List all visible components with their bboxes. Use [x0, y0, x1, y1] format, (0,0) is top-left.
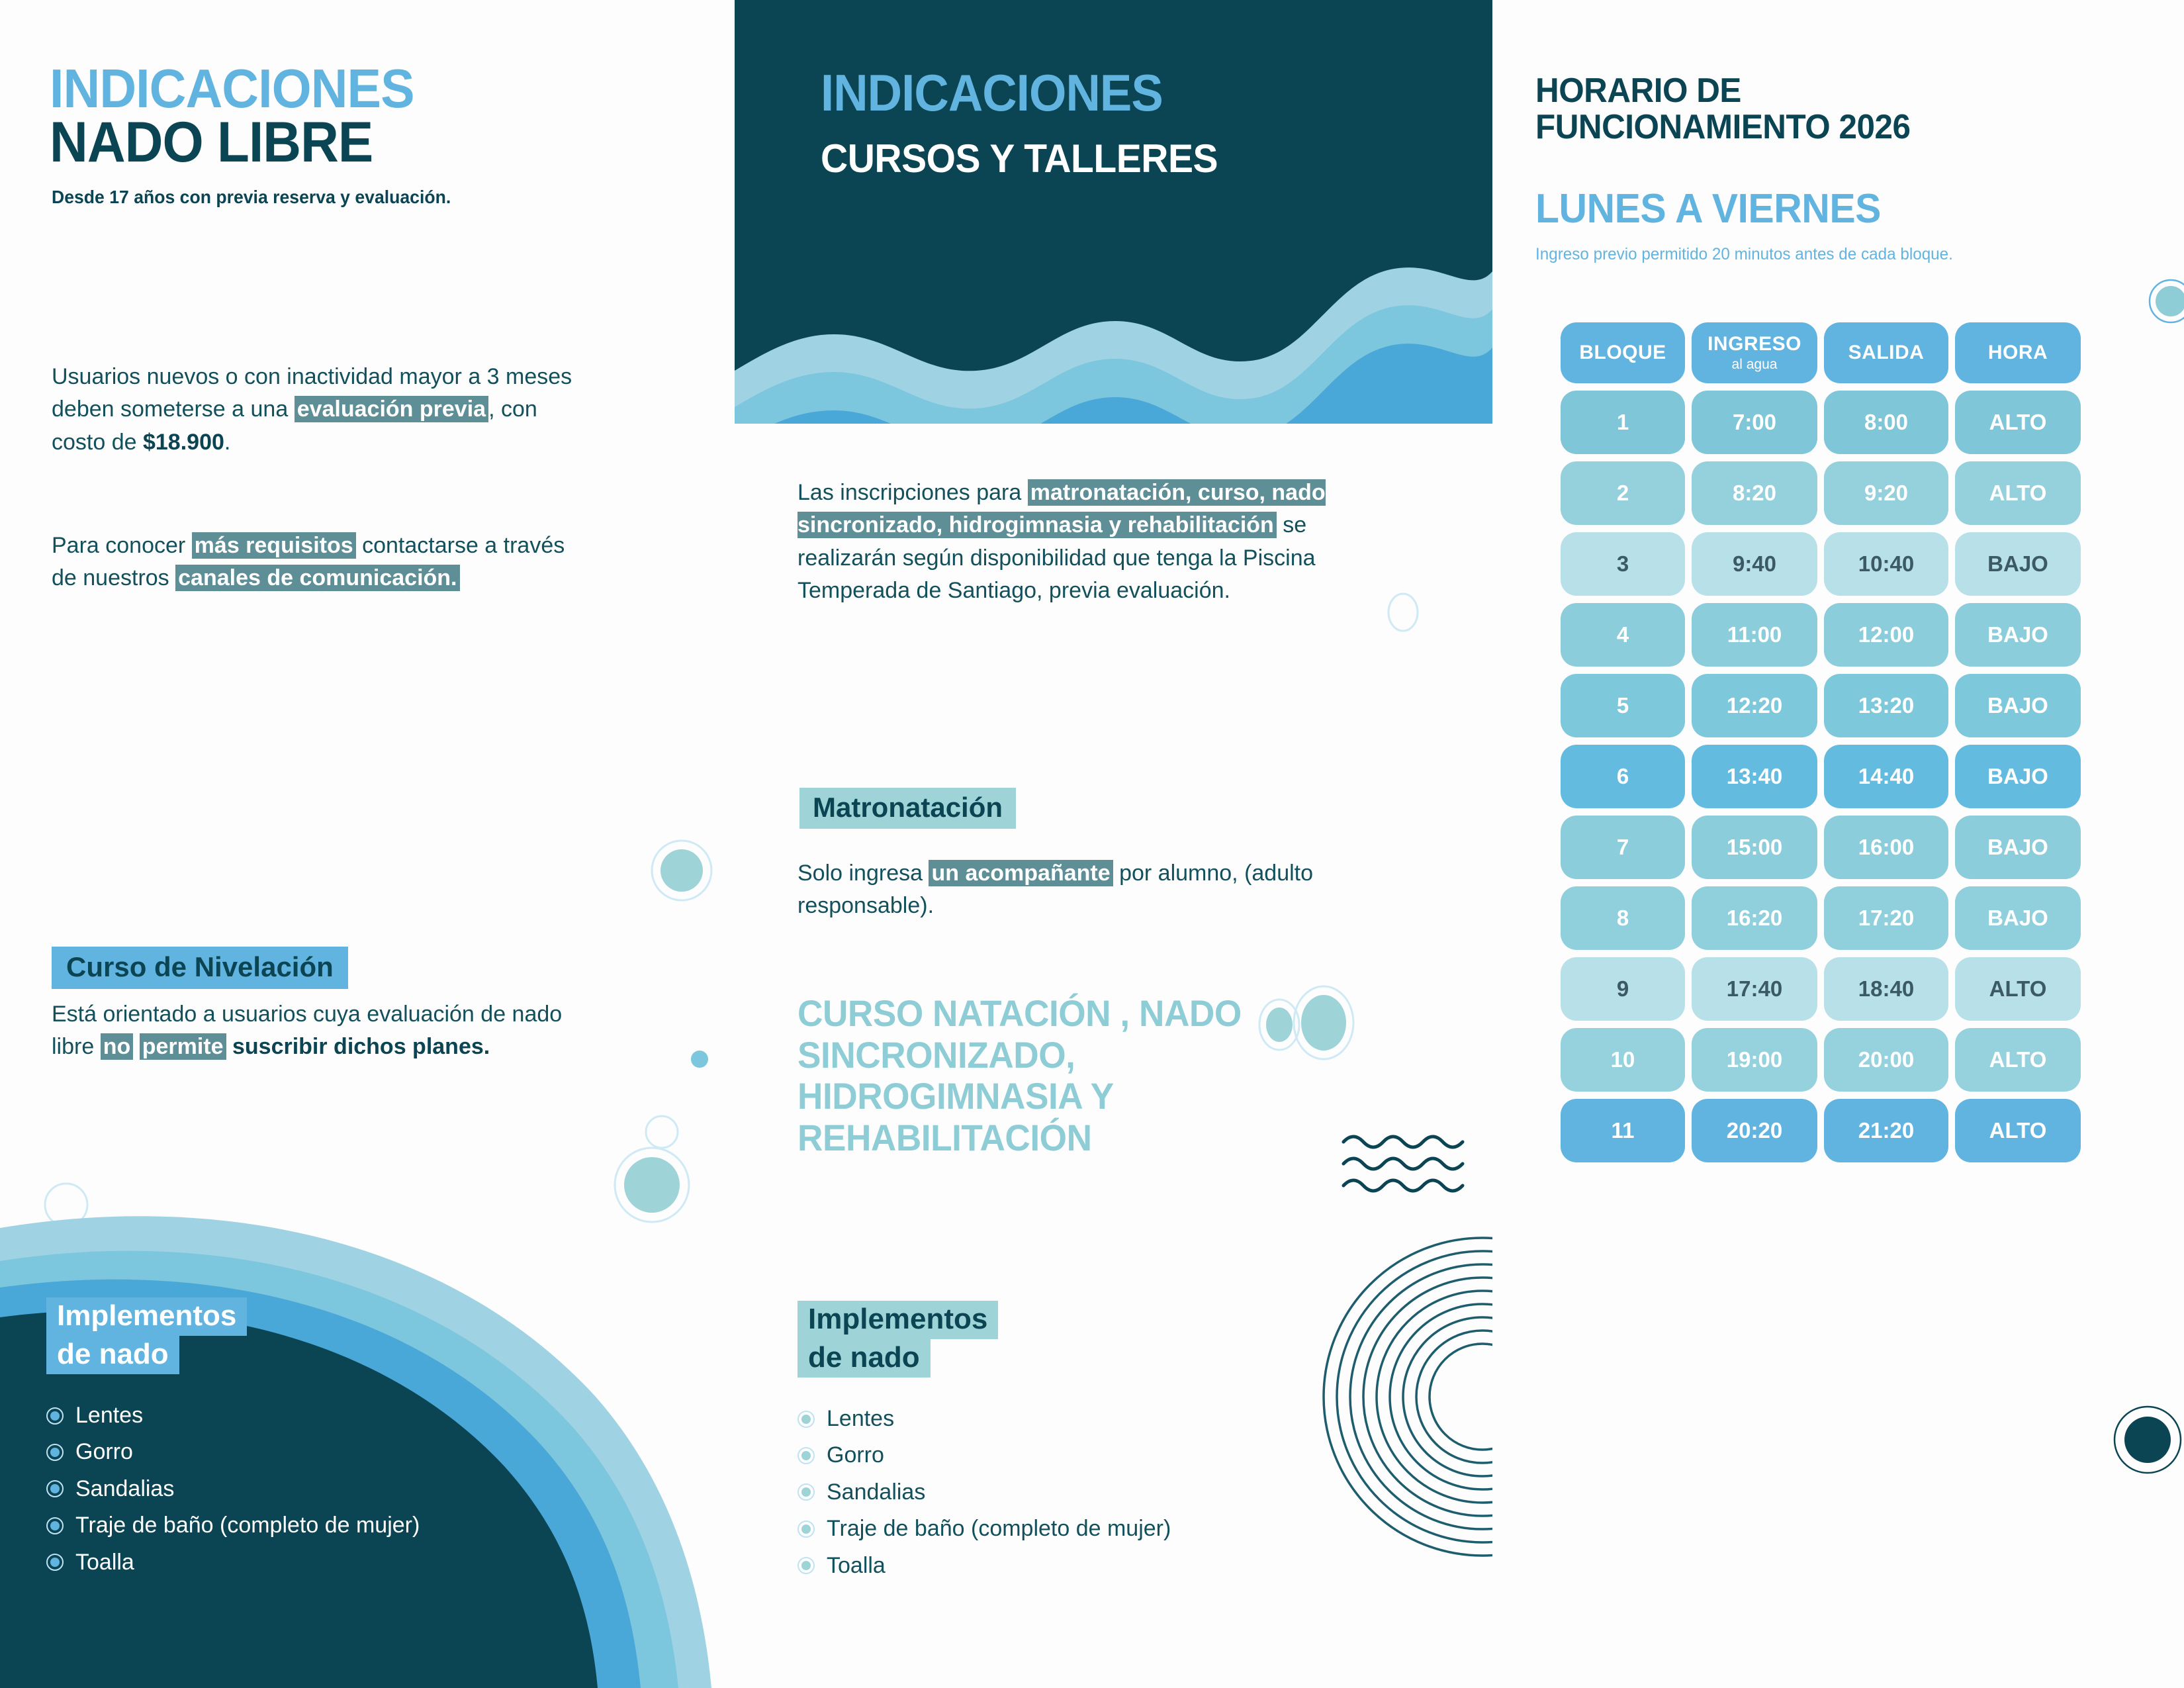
cell-bloque: 2	[1561, 461, 1685, 525]
table-row	[1561, 886, 2090, 950]
schedule-header-row	[1561, 322, 2090, 383]
cell-salida: 8:00	[1824, 391, 1948, 454]
cell-hora: ALTO	[1955, 461, 2081, 525]
list-item-label: Sandalias	[75, 1476, 175, 1501]
cell-hora: BAJO	[1955, 603, 2081, 667]
mat-highlight-acompanante: un acompañante	[929, 860, 1113, 886]
horario-title	[1535, 73, 1911, 146]
table-row	[1561, 391, 2090, 454]
list-item-label: Traje de baño (completo de mujer)	[827, 1516, 1171, 1542]
niv-space	[133, 1034, 139, 1059]
list-item	[797, 1407, 1171, 1431]
table-row	[1561, 745, 2090, 808]
bullet-icon	[797, 1483, 815, 1501]
list-item-label: Toalla	[75, 1549, 134, 1575]
cell-ingreso: 13:40	[1692, 745, 1817, 808]
middle-title-line2: CURSOS Y TALLERES	[821, 136, 1218, 181]
mp1-part1: Las inscripciones para	[797, 480, 1028, 505]
list-item-label: Lentes	[75, 1403, 144, 1428]
list-item-label: Lentes	[827, 1406, 895, 1431]
cell-hora: ALTO	[1955, 957, 2081, 1021]
cell-bloque: 5	[1561, 674, 1685, 737]
list-item-label: Toalla	[827, 1552, 886, 1578]
bullet-icon	[797, 1411, 815, 1428]
cell-salida: 21:20	[1824, 1099, 1948, 1162]
table-row	[1561, 603, 2090, 667]
list-item	[46, 1513, 420, 1538]
cell-bloque: 6	[1561, 745, 1685, 808]
p2-highlight-requisitos: más requisitos	[192, 532, 356, 559]
p2-part2: contactarse a través de nuestros	[52, 533, 565, 591]
schedule-table	[1561, 322, 2090, 1170]
cell-bloque: 4	[1561, 603, 1685, 667]
cell-bloque: 8	[1561, 886, 1685, 950]
cell-hora: BAJO	[1955, 886, 2081, 950]
cell-salida: 9:20	[1824, 461, 1948, 525]
list-item	[46, 1550, 420, 1575]
header-salida: SALIDA	[1824, 322, 1948, 383]
cell-hora: BAJO	[1955, 816, 2081, 879]
matronatacion-badge: Matronatación	[799, 788, 1016, 829]
cell-ingreso: 12:20	[1692, 674, 1817, 737]
horario-line1: HORARIO DE	[1535, 71, 1741, 110]
header-bloque: BLOQUE	[1561, 322, 1685, 383]
p1-part2: , con costo de	[52, 397, 537, 455]
cell-bloque: 3	[1561, 532, 1685, 596]
table-row	[1561, 957, 2090, 1021]
p1-part3: .	[224, 429, 231, 455]
cell-hora: BAJO	[1955, 674, 2081, 737]
niv-bold: suscribir dichos planes.	[226, 1034, 490, 1060]
left-title-line2: NADO LIBRE	[50, 111, 373, 174]
cell-salida: 20:00	[1824, 1028, 1948, 1092]
middle-implementos-list	[797, 1407, 1171, 1590]
table-row	[1561, 816, 2090, 879]
cell-ingreso: 8:20	[1692, 461, 1817, 525]
mid-impl-line2: de nado	[797, 1339, 931, 1378]
cell-hora: ALTO	[1955, 391, 2081, 454]
cell-hora: BAJO	[1955, 745, 2081, 808]
cell-hora: BAJO	[1955, 532, 2081, 596]
horario-note: Ingreso previo permitido 20 minutos antes de cada bloque.	[1535, 245, 1953, 263]
niv-part1: Está orientado a usuarios cuya evaluación de nado libre	[52, 1002, 563, 1060]
header-ingreso-sub: al agua	[1731, 357, 1778, 372]
cell-hora: ALTO	[1955, 1099, 2081, 1162]
list-item-label: Gorro	[75, 1439, 133, 1465]
schedule-rows	[1561, 391, 2090, 1162]
niv-highlight-no: no	[101, 1033, 134, 1060]
mp1-highlight-actividades: matronatación, curso, nado sincronizado, hidrogimnasia y rehabilitación	[797, 480, 1326, 538]
cell-ingreso: 7:00	[1692, 391, 1817, 454]
cell-bloque: 10	[1561, 1028, 1685, 1092]
list-item-label: Traje de baño (completo de mujer)	[75, 1513, 420, 1538]
cell-ingreso: 20:20	[1692, 1099, 1817, 1162]
left-paragraph-2	[52, 530, 581, 595]
header-ingreso-main: INGRESO	[1707, 333, 1801, 355]
left-impl-line2: de nado	[46, 1336, 179, 1374]
middle-paragraph-1	[797, 477, 1380, 607]
cell-ingreso: 19:00	[1692, 1028, 1817, 1092]
left-implementos-list	[46, 1403, 420, 1587]
bullet-icon	[797, 1447, 815, 1464]
left-title-line1: INDICACIONES	[50, 58, 414, 119]
cell-ingreso: 11:00	[1692, 603, 1817, 667]
table-row	[1561, 1028, 2090, 1092]
cell-bloque: 7	[1561, 816, 1685, 879]
cell-salida: 13:20	[1824, 674, 1948, 737]
middle-header-banner	[735, 0, 1492, 424]
horario-days: LUNES A VIERNES	[1535, 186, 1881, 232]
header-ingreso	[1692, 322, 1817, 383]
cell-salida: 14:40	[1824, 745, 1948, 808]
list-item	[797, 1517, 1171, 1541]
cell-bloque: 9	[1561, 957, 1685, 1021]
list-item	[797, 1554, 1171, 1578]
bullet-icon	[797, 1521, 815, 1538]
niv-highlight-permite: permite	[140, 1033, 226, 1060]
left-implementos-heading	[46, 1297, 247, 1374]
cell-hora: ALTO	[1955, 1028, 2081, 1092]
curso-natacion-title: CURSO NATACIÓN , NADO SINCRONIZADO, HIDROGIMNASIA Y REHABILITACIÓN	[797, 992, 1242, 1159]
list-item	[46, 1440, 420, 1464]
list-item	[797, 1443, 1171, 1468]
left-impl-line1: Implementos	[46, 1297, 247, 1336]
bullet-icon	[46, 1444, 64, 1461]
list-item	[46, 1403, 420, 1428]
p1-part1: Usuarios nuevos o con inactividad mayor a 3 meses deben someterse a una	[52, 364, 572, 422]
cell-salida: 12:00	[1824, 603, 1948, 667]
list-item	[46, 1477, 420, 1501]
middle-title-line1: INDICACIONES	[821, 64, 1163, 122]
table-row	[1561, 461, 2090, 525]
nivelacion-body	[52, 998, 574, 1064]
header-hora: HORA	[1955, 322, 2081, 383]
cell-ingreso: 15:00	[1692, 816, 1817, 879]
table-row	[1561, 674, 2090, 737]
matronatacion-body	[797, 857, 1373, 923]
cell-salida: 17:20	[1824, 886, 1948, 950]
p1-highlight-evaluacion: evaluación previa	[295, 396, 488, 422]
right-column	[1492, 0, 2184, 1688]
middle-implementos-heading	[797, 1301, 998, 1378]
bullet-icon	[46, 1517, 64, 1534]
p1-price: $18.900	[142, 429, 224, 455]
bullet-icon	[797, 1557, 815, 1574]
bullet-icon	[46, 1407, 64, 1425]
left-subtitle: Desde 17 años con previa reserva y evaluación.	[52, 187, 451, 207]
left-dark-panel	[0, 1119, 735, 1688]
table-row	[1561, 1099, 2090, 1162]
list-item	[797, 1480, 1171, 1505]
left-column	[0, 0, 735, 1688]
cell-salida: 18:40	[1824, 957, 1948, 1021]
mp1-part2: se realizarán según disponibilidad que tenga la Piscina Temperada de Santiago, previa evaluación.	[797, 512, 1316, 603]
list-item-label: Sandalias	[827, 1479, 926, 1505]
left-paragraph-1	[52, 361, 581, 459]
mat-part1: Solo ingresa	[797, 861, 929, 886]
mat-part2: por alumno, (adulto responsable).	[797, 861, 1314, 919]
bullet-icon	[46, 1554, 64, 1571]
cell-ingreso: 16:20	[1692, 886, 1817, 950]
list-item-label: Gorro	[827, 1442, 884, 1468]
cell-bloque: 1	[1561, 391, 1685, 454]
p2-part1: Para conocer	[52, 533, 192, 558]
cell-salida: 10:40	[1824, 532, 1948, 596]
mid-impl-line1: Implementos	[797, 1301, 998, 1339]
horario-line2: FUNCIONAMIENTO 2026	[1535, 108, 1911, 147]
table-row	[1561, 532, 2090, 596]
middle-column	[735, 0, 1492, 1688]
nivelacion-badge: Curso de Nivelación	[52, 947, 348, 989]
cell-bloque: 11	[1561, 1099, 1685, 1162]
cell-ingreso: 9:40	[1692, 532, 1817, 596]
cell-ingreso: 17:40	[1692, 957, 1817, 1021]
cell-salida: 16:00	[1824, 816, 1948, 879]
p2-highlight-canales: canales de comunicación.	[175, 565, 459, 591]
bullet-icon	[46, 1480, 64, 1497]
